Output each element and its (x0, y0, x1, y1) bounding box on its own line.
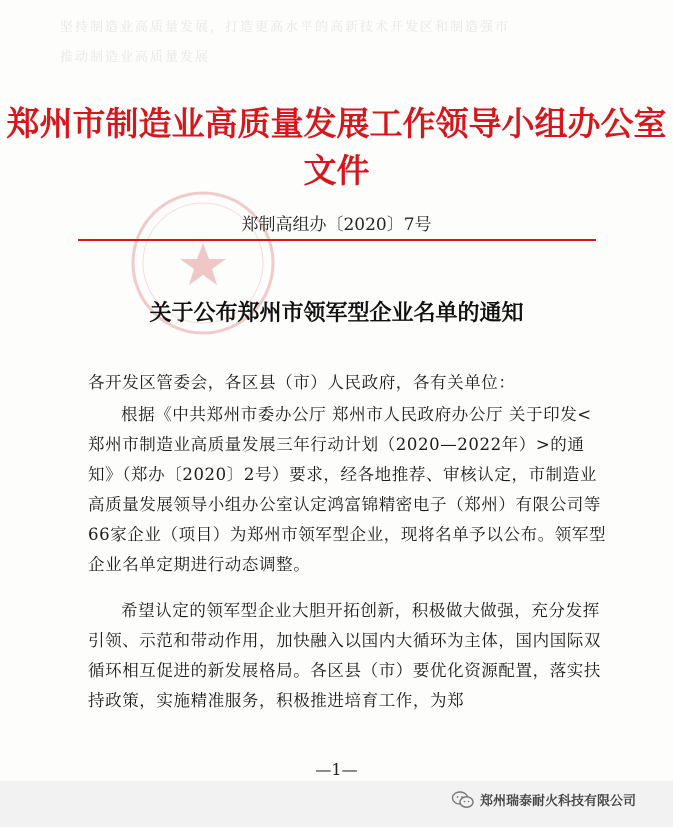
bleed-through-text: 推动制造业高质量发展 (60, 50, 211, 65)
wechat-icon (452, 791, 474, 809)
red-divider-line (78, 239, 596, 241)
page-number: —1— (315, 760, 358, 779)
notice-title: 关于公布郑州市领军型企业名单的通知 (149, 300, 524, 326)
bleed-through-text: 坚持制造业高质量发展，打造更高水平的高新技术开发区和制造强市 (60, 20, 511, 35)
wechat-source-name: 郑州瑞泰耐火科技有限公司 (480, 794, 637, 809)
paragraph-1 (88, 400, 608, 580)
paragraph-1-text: 根据《中共郑州市委办公厅 郑州市人民政府办公厅 关于印发<郑州市制造业高质量发展三年行动计划（2020—2022年）>的通知》（郑办〔2020〕2号）要求，经各地推荐、审核认定，市制造业高质量发展领导小组办公室认定鸿富锦精密电子（郑州）有限公司等66家企业（项目）为郑州市领军型企业，现将名单予以公布。领军型企业名单定期进行动态调整。 (88, 405, 607, 574)
document-header-title: 郑州市制造业高质量发展工作领导小组办公室文件 (6, 104, 667, 190)
salutation-text: 各开发区管委会，各区县（市）人民政府，各有关单位： (88, 373, 516, 392)
wechat-watermark (452, 790, 636, 809)
document-number: 郑制高组办〔2020〕7号 (241, 215, 432, 235)
salutation (88, 368, 608, 398)
paragraph-2-text: 希望认定的领军型企业大胆开拓创新，积极做大做强，充分发挥引领、示范和带动作用，加快融入以国内大循环为主体，国内国际双循环相互促进的新发展格局。各区县（市）要优化资源配置，落实扶持政策，实施精准服务，积极推进培育工作，为郑 (88, 601, 601, 710)
paragraph-2 (88, 596, 608, 716)
